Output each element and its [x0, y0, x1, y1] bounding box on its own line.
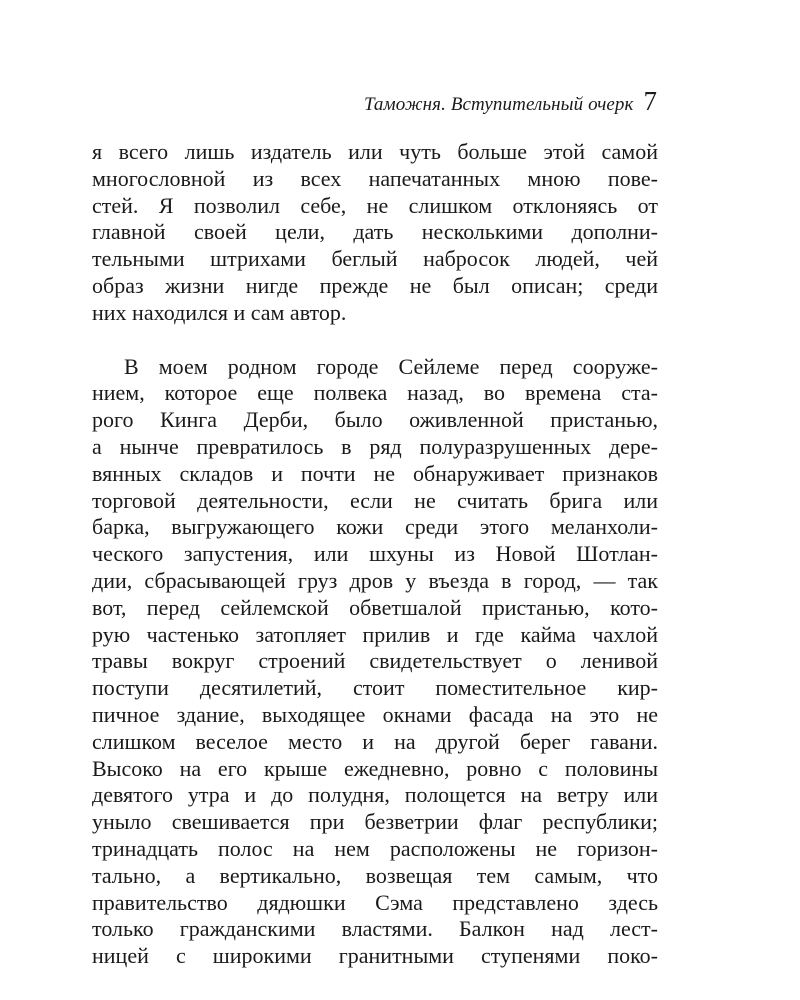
text-line: поступи десятилетий, стоит поместительное кир- [92, 675, 658, 701]
text-line: девятого утра и до полудня, полощется на ветру или [92, 782, 658, 808]
text-line: торговой деятельности, если не считать брига или [92, 487, 658, 513]
body-text [92, 139, 658, 970]
running-title: Таможня. Вступительный очерк [363, 94, 634, 115]
text-line: правительство дядюшки Сэма представлено здесь [92, 889, 658, 915]
page-number: 7 [643, 86, 657, 116]
text-line: только гражданскими властями. Балкон над лест- [92, 916, 658, 942]
text-line: дии, сбрасывающей груз дров у въезда в город, — так [92, 567, 658, 593]
text-line: многословной из всех напечатанных мною пове- [92, 165, 658, 191]
text-line: Высоко на его крыше ежедневно, ровно с половины [92, 755, 658, 781]
text-line: них находился и сам автор. [92, 299, 347, 325]
text-line: травы вокруг строений свидетельствует о ленивой [92, 648, 658, 674]
paragraph-1 [92, 139, 658, 327]
text-line: а нынче превратилось в ряд полуразрушенных дере- [92, 433, 658, 459]
text-line: я всего лишь издатель или чуть больше этой самой [92, 139, 658, 164]
text-line: уныло свешивается при безветрии флаг республики; [92, 809, 658, 835]
text-line: вянных складов и почти не обнаруживает признаков [92, 460, 658, 486]
text-line: В моем родном городе Сейлеме перед сооруже- [124, 353, 658, 379]
text-line: стей. Я позволил себе, не слишком отклоняясь от [92, 192, 658, 218]
text-line: ницей с широкими гранитными ступенями поко- [92, 943, 658, 969]
text-line: барка, выгружающего кожи среди этого меланхоли- [92, 514, 658, 540]
paragraph-2 [92, 354, 658, 970]
text-line: слишком веселое место и на другой берег гавани. [92, 728, 658, 754]
text-line: вот, перед сейлемской обветшалой пристанью, кото- [92, 594, 658, 620]
text-line: ческого запустения, или шхуны из Новой Шотлан- [92, 541, 658, 567]
text-line: тально, а вертикально, возвещая тем самым, что [92, 862, 658, 888]
text-line: главной своей цели, дать несколькими дополни- [92, 219, 658, 245]
text-line: образ жизни нигде прежде не был описан; среди [92, 272, 658, 298]
running-head [364, 88, 657, 116]
text-line: тринадцать полос на нем расположены не горизон- [92, 835, 658, 861]
text-line: тельными штрихами беглый набросок людей, чей [92, 246, 658, 272]
text-line: пичное здание, выходящее окнами фасада на это не [92, 701, 658, 727]
text-line: нием, которое еще полвека назад, во времена ста- [92, 380, 658, 406]
text-line: рого Кинга Дерби, было оживленной пристанью, [92, 407, 658, 433]
text-line: рую частенько затопляет прилив и где кайма чахлой [92, 621, 658, 647]
paragraph-gap [92, 327, 658, 354]
